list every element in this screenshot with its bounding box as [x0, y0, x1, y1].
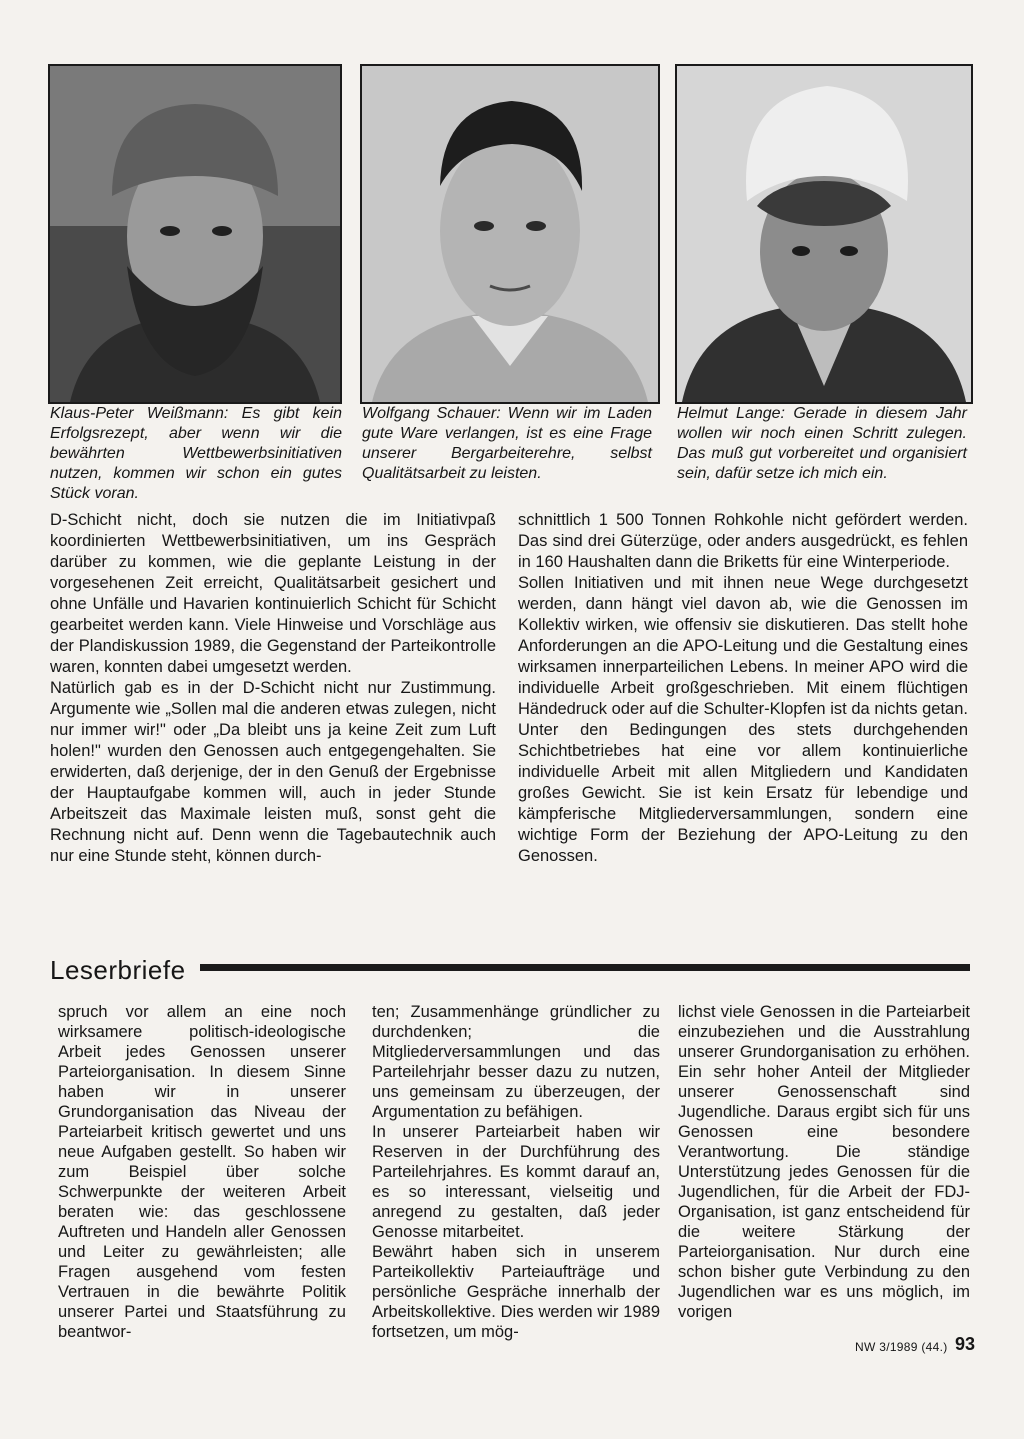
letter-paragraph: In unserer Parteiarbeit haben wir Reserven in der Durchführung des Parteilehrjahres. Es kommt darauf an, es so interessant, vielseitig und anregend zu gestalten, daß jeder Genosse mitarbeitet.	[372, 1123, 660, 1241]
letter-paragraph: Bewährt haben sich in unserem Parteikollektiv Parteiaufträge und persönliche Gespräche innerhalb der Arbeitskollektive. Dies werden wir 1989 fortsetzen, um mög-	[372, 1243, 660, 1341]
section-header-leserbriefe	[50, 955, 970, 987]
article-paragraph: schnittlich 1 500 Tonnen Rohkohle nicht gefördert werden. Das sind drei Güterzüge, oder anders ausgedrückt, es fehlen in 160 Haushalten dann die Briketts für eine Winterperiode.	[518, 511, 968, 571]
article-paragraph: Sollen Initiativen und mit ihnen neue Wege durchgesetzt werden, dann hängt viel davon ab, wie die Genossen im Kollektiv wirken, wie offensiv sie diskutieren. Das stellt hohe Anforderungen an die APO-Leitung und die Gestaltung eines wirksamen innerparteilichen Lebens. In meiner APO wird die individuelle Arbeit großgeschrieben. Mit einem flüchtigen Händedruck oder auf die Schulter-Klopfen ist da nichts getan. Unter den Bedingungen des stets durchgehenden Schichtbetriebes hat eine vor allem kontinuierliche individuelle Arbeit mit allen Mitgliedern und Kandidaten großes Gewicht. Sie ist kein Ersatz für lebendige und kämpferische Mitgliederversammlungen, sondern eine wichtige Form der Beziehung der APO-Leitung zu den Genossen.	[518, 574, 968, 865]
issue-reference: NW 3/1989 (44.)	[855, 1340, 948, 1354]
portrait-image	[677, 66, 971, 402]
portrait-photo-schauer	[360, 64, 660, 404]
letters-column-3	[678, 1002, 970, 1322]
photo-caption: Klaus-Peter Weißmann: Es gibt kein Erfolgsrezept, aber wenn wir die bewährten Wettbewerbsinitiativen nutzen, kommen wir schon ein gutes Stück voran.	[50, 405, 342, 502]
page-number: 93	[955, 1334, 976, 1354]
letters-column-1	[58, 1002, 346, 1342]
letter-paragraph: lichst viele Genossen in die Parteiarbeit einzubeziehen und die Ausstrahlung unserer Grundorganisation zu erhöhen. Ein sehr hoher Anteil der Mitglieder unserer Genossenschaft sind Jugendliche. Daraus ergibt sich für uns Genossen eine besondere Verantwortung. Die ständige Unterstützung jedes Genossen für die Jugendlichen, für die Arbeit der FDJ-Organisation, ist ganz entscheidend für die weitere Stärkung der Parteiorganisation. Nur durch eine schon bisher gute Verbindung zu den Jugendlichen war es uns möglich, im vorigen	[678, 1003, 970, 1321]
section-title: Leserbriefe	[50, 955, 186, 985]
portrait-photo-lange	[675, 64, 973, 404]
article-column-right	[518, 510, 968, 867]
portrait-image	[362, 66, 658, 402]
article-paragraph: D-Schicht nicht, doch sie nutzen die im Initiativpaß koordinierten Wettbewerbsinitiativen, um ins Gespräch darüber zu kommen, wie die geplante Leistung in der vorgesehenen Zeit erreicht, Qualitätsarbeit gesichert und ohne Unfälle und Havarien kontinuierlich Schicht für Schicht gearbeitet werden kann. Viele Hinweise und Vorschläge aus der Plandiskussion 1989, die Gegenstand der Parteikontrolle waren, konnten dabei umgesetzt werden.	[50, 511, 496, 676]
article-column-left	[50, 510, 496, 867]
photo-caption: Helmut Lange: Gerade in diesem Jahr wollen wir noch einen Schritt zulegen. Das muß gut vorbereitet und organisiert sein, dafür setze ich mich ein.	[677, 405, 967, 482]
portrait-image	[50, 66, 340, 402]
letters-column-2	[372, 1002, 660, 1342]
letter-paragraph: ten; Zusammenhänge gründlicher zu durchdenken; die Mitgliederversammlungen und das Parteilehrjahr besser dazu zu nutzen, uns gemeinsam zu überzeugen, der Argumentation zu befähigen.	[372, 1003, 660, 1121]
photo-caption: Wolfgang Schauer: Wenn wir im Laden gute Ware verlangen, ist es eine Frage unserer Bergarbeiterehre, selbst Qualitätsarbeit zu leisten.	[362, 405, 652, 482]
section-rule	[200, 964, 970, 971]
portrait-photo-weissmann	[48, 64, 342, 404]
letter-paragraph: spruch vor allem an eine noch wirksamere politisch-ideologische Arbeit jedes Genossen unserer Parteiorganisation. In diesem Sinne haben wir in unserer Grundorganisation das Niveau der Parteiarbeit kritisch gewertet und uns neue Aufgaben gestellt. So haben wir zum Beispiel über solche Schwerpunkte der weiteren Arbeit beraten wie: das geschlossene Auftreten und Handeln aller Genossen und Leiter zu gewährleisten; alle Fragen ausgehend vom festen Vertrauen in die bewährte Politik unserer Partei und Staatsführung zu beantwor-	[58, 1003, 346, 1341]
article-paragraph: Natürlich gab es in der D-Schicht nicht nur Zustimmung. Argumente wie „Sollen mal die anderen etwas zulegen, nicht nur immer wir!" oder „Da bleibt uns ja keine Zeit zum Luft holen!" wurden den Genossen auch entgegengehalten. Sie erwiderten, daß derjenige, der in den Genuß der Ergebnisse der Hauptaufgabe kommen will, auch in jeder Stunde Arbeitszeit das Maximale leisten muß, sonst geht die Rechnung nicht auf. Denn wenn die Tagebautechnik auch nur eine Stunde steht, können durch-	[50, 679, 496, 865]
